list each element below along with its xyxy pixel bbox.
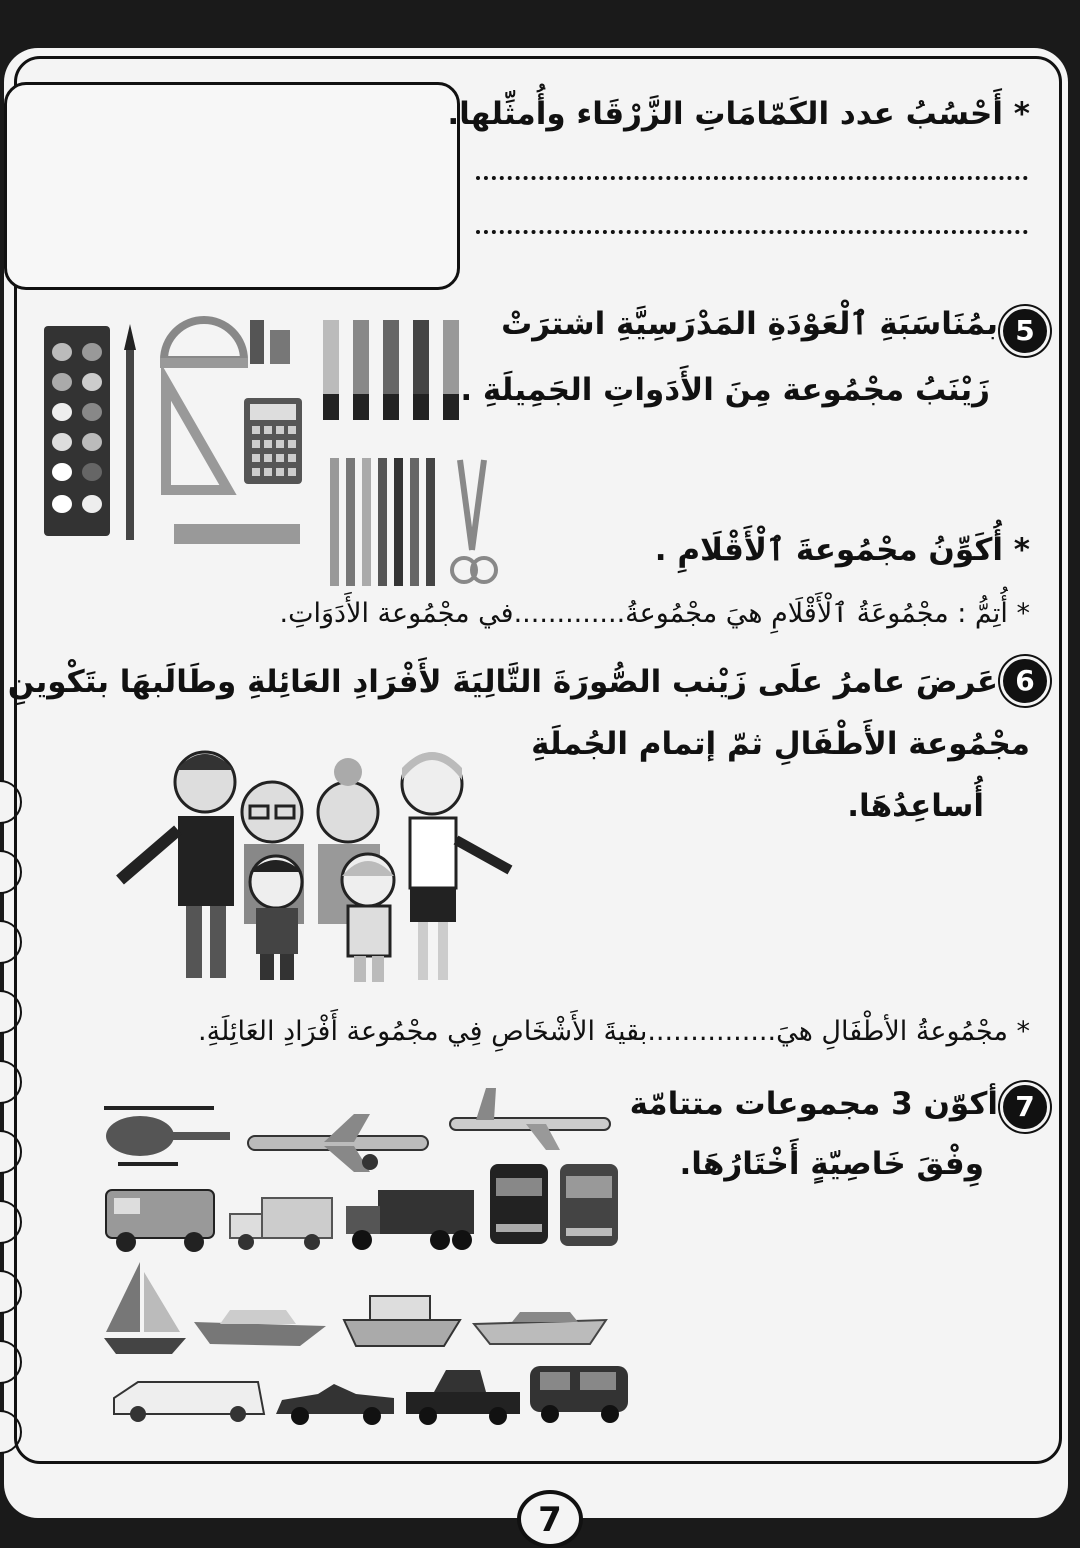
helicopter-icon [100,1104,240,1174]
count-task-text: * أَحْسُبُ عدد الكَمّامَاتِ الزَّرْقَاء وأُمثِّلها. [447,96,1030,132]
answer-line[interactable] [476,176,1028,180]
q6-line3: أُساعِدُهَا. [847,788,984,824]
q6-line1: عَرضَ عامرُ علَى زَيْنب الصُّورَةَ التَّالِيَةَ لأَفْرَادِ العَائِلةِ وطَالَبهَا بتَكْوينِ [7,664,998,700]
question-number: 5 [1000,306,1050,356]
q7-line1: أكوّن 3 مجموعات متتامّة [629,1086,998,1122]
boat-icon [100,1258,190,1358]
q5-task1: * أُكَوِّنُ مجْمُوعةَ ٱلْأَقْلَامِ . [654,532,1030,568]
q7-line2: وِفْقَ خَاصِيّةٍ أَخْتَارُهَا. [679,1146,984,1182]
q6-line2: مجْمُوعة الأَطْفَالِ ثمّ إتمام الجُملَةِ [531,726,1030,762]
question-number: 6 [1000,656,1050,706]
boat-icon [470,1304,610,1350]
boat-icon [340,1286,464,1352]
truck-icon [342,1186,478,1252]
truck-icon [226,1194,336,1254]
train-icon [556,1160,622,1254]
car-icon [272,1380,398,1426]
airplane-icon [446,1084,616,1154]
car-icon [108,1374,268,1424]
car-icon [524,1358,634,1426]
boat-icon [190,1296,330,1350]
answer-box[interactable] [4,82,460,290]
family-icon [110,740,530,990]
q5-line2: زَيْنَبُ مجْمُوعة مِنَ الأَدَواتِ الجَمِيلَةِ . [460,372,990,408]
question-number: 7 [1000,1082,1050,1132]
train-icon [486,1160,552,1252]
airplane-icon [244,1106,434,1176]
car-icon [402,1364,524,1426]
q5-task2: * أُتِمُّ : مجْمُوعَةُ ٱلْأَقْلَامِ هيَ مجْمُوعةُ.............في مجْمُوعة الأَدَوَاتِ. [279,598,1030,629]
school-supplies-icon [40,300,510,590]
truck-icon [100,1184,220,1254]
page-number: 7 [517,1490,583,1548]
answer-line[interactable] [476,230,1028,234]
q5-line1: بمُنَاسَبَةِ ٱلْعَوْدَةِ المَدْرَسِيَّةِ اشترَتْ [501,306,998,342]
q6-task: * مجْمُوعةُ الأطْفَالِ هيَ...............بقيةَ الأَشْخَاصِ فِي مجْمُوعة أَفْرَادِ العَائِلَةِ. [198,1016,1030,1047]
